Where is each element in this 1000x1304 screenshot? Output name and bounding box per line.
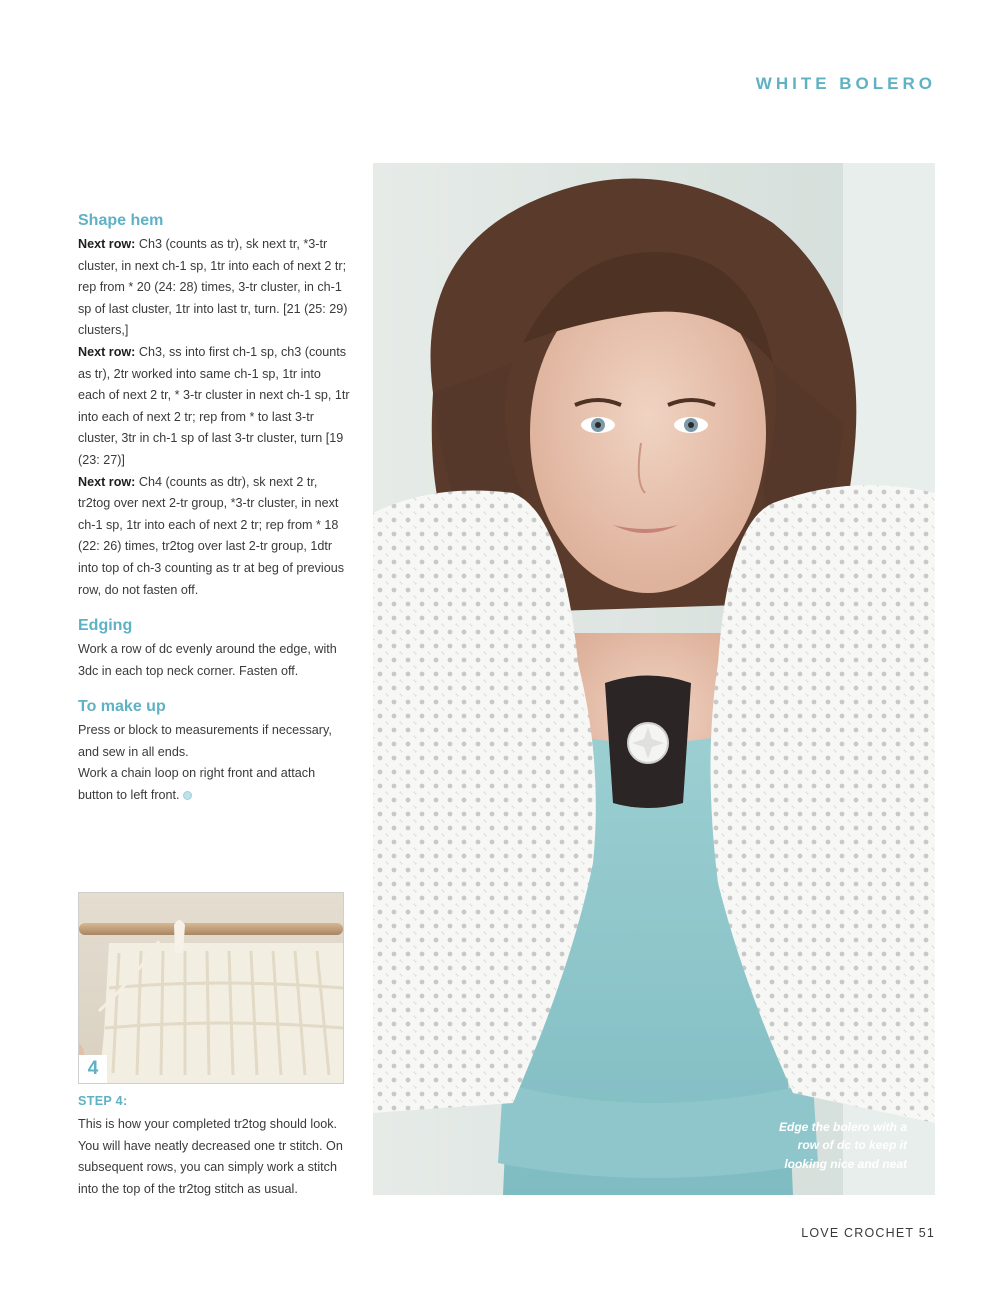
header-title: WHITE BOLERO xyxy=(755,74,936,93)
paragraph: Press or block to measurements if necessary, and sew in all ends. xyxy=(78,723,332,759)
row-lead: Next row: xyxy=(78,474,136,489)
main-photo xyxy=(373,163,935,1195)
bolero-model-photo xyxy=(373,163,935,1195)
step-number: 4 xyxy=(79,1055,107,1083)
instruction-row xyxy=(78,472,350,602)
paragraph-text: Work a chain loop on right front and attach button to left front. xyxy=(78,766,316,803)
step-photo-image xyxy=(79,893,343,1083)
row-lead: Next row: xyxy=(78,344,136,359)
paragraph: Work a row of dc evenly around the edge, with 3dc in each top neck corner. Fasten off. xyxy=(78,642,337,678)
row-lead: Next row: xyxy=(78,237,136,251)
instruction-row xyxy=(78,342,350,472)
section-heading: Edging xyxy=(78,617,133,635)
section-edging xyxy=(78,615,350,682)
step-label: STEP 4: xyxy=(78,1094,128,1108)
step-text: This is how your completed tr2tog should look. You will have neatly decreased one tr stitch. On subsequent rows, you can simply work a stitch into the top of the tr2tog stitch as usual. xyxy=(78,1117,343,1196)
row-text: Ch3, ss into first ch-1 sp, ch3 (counts as tr), 2tr worked into same ch-1 sp, 1tr into each of next 2 tr, * 3-tr cluster in next ch-1 sp, 1tr into each of next 2 tr; rep from * to last 3-tr cluster, 3tr in ch-1 sp of last 3-tr cluster, turn [19 (23: 27)] xyxy=(78,344,350,467)
step-photo xyxy=(78,892,344,1084)
paragraph xyxy=(78,763,350,806)
row-text: Ch3 (counts as tr), sk next tr, *3-tr cluster, in next ch-1 sp, 1tr into each of next 2 tr; rep from * 20 (24: 28) times, 3-tr cluster, in ch-1 sp of last cluster, 1tr into last tr, turn. [21 (25: 29) clusters,] xyxy=(78,237,348,338)
photo-caption: Edge the bolero with a row of dc to keep it looking nice and neat xyxy=(778,1119,907,1171)
instructions-column xyxy=(78,210,350,821)
page-footer: LOVE CROCHET 51 xyxy=(801,1226,935,1240)
section-to-make-up xyxy=(78,696,350,806)
section-heading: Shape hem xyxy=(78,212,164,229)
end-mark-icon xyxy=(183,791,192,800)
row-text: Ch4 (counts as dtr), sk next 2 tr, tr2tog over next 2-tr group, *3-tr cluster, in next ch-1 sp, 1tr into each of next 2 tr; rep from * 18 (22: 26) times, tr2tog over last 2-tr group, 1dtr into top of ch-3 counting as tr at beg of previous row, do not fasten off. xyxy=(78,474,345,597)
section-heading: To make up xyxy=(78,698,166,716)
section-shape-hem xyxy=(78,210,350,601)
instruction-row xyxy=(78,234,350,342)
